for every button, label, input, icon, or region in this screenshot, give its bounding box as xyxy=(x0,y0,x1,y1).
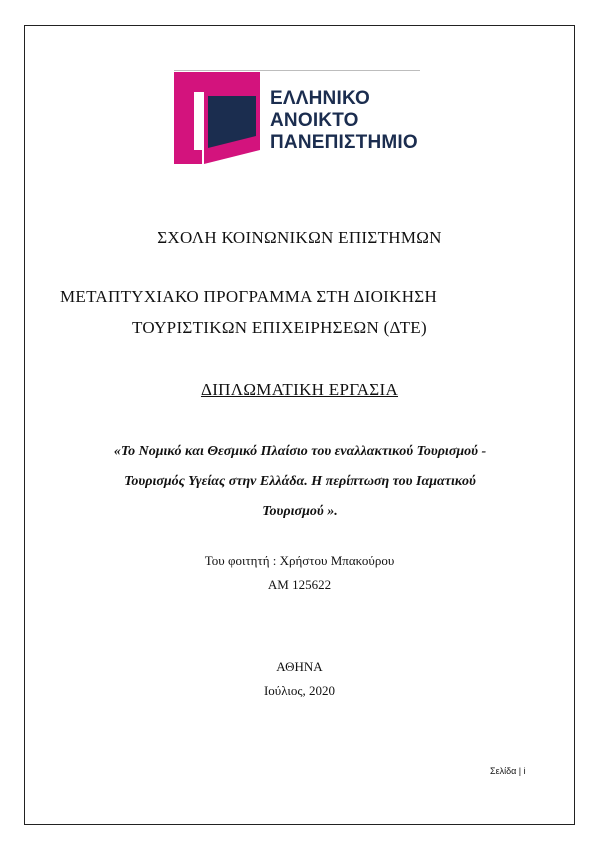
logo-rule xyxy=(174,70,420,71)
logo-line-2: ΑΝΟΙΚΤΟ xyxy=(270,110,359,131)
school-name: ΣΧΟΛΗ ΚΟΙΝΩΝΙΚΩΝ ΕΠΙΣΤΗΜΩΝ xyxy=(157,228,442,247)
page-number: Σελίδα | i xyxy=(490,766,526,776)
registration-number: ΑΜ 125622 xyxy=(267,577,332,592)
logo-line-1: ΕΛΛΗΝΙΚΟ xyxy=(270,88,370,109)
student-name: Του φοιτητή : Χρήστου Μπακούρου xyxy=(204,553,395,568)
title-line-2: Τουρισμός Υγείας στην Ελλάδα. Η περίπτωση του Ιαματικού xyxy=(124,474,476,489)
logo-mark-icon xyxy=(174,72,260,164)
program-line-1: ΜΕΤΑΠΤΥΧΙΑΚΟ ΠΡΟΓΡΑΜΜΑ ΣΤΗ ΔΙΟΙΚΗΣΗ xyxy=(60,287,438,306)
program-line-2: ΤΟΥΡΙΣΤΙΚΩΝ ΕΠΙΧΕΙΡΗΣΕΩΝ (ΔΤΕ) xyxy=(132,318,427,337)
thesis-label xyxy=(24,380,575,400)
city: ΑΘΗΝΑ xyxy=(276,659,323,674)
logo-line-3: ΠΑΝΕΠΙΣΤΗΜΙΟ xyxy=(270,132,418,153)
title-line-1: «Το Νομικό και Θεσμικό Πλαίσιο του εναλλακτικού Τουρισμού - xyxy=(113,444,487,459)
university-logo xyxy=(174,70,420,166)
thesis-title xyxy=(60,437,540,527)
date: Ιούλιος, 2020 xyxy=(263,683,336,698)
logo-wordmark xyxy=(270,88,418,154)
thesis-label-text: ΔΙΠΛΩΜΑΤΙΚΗ ΕΡΓΑΣΙΑ xyxy=(200,380,399,399)
title-line-3: Τουρισμού ». xyxy=(262,504,338,519)
